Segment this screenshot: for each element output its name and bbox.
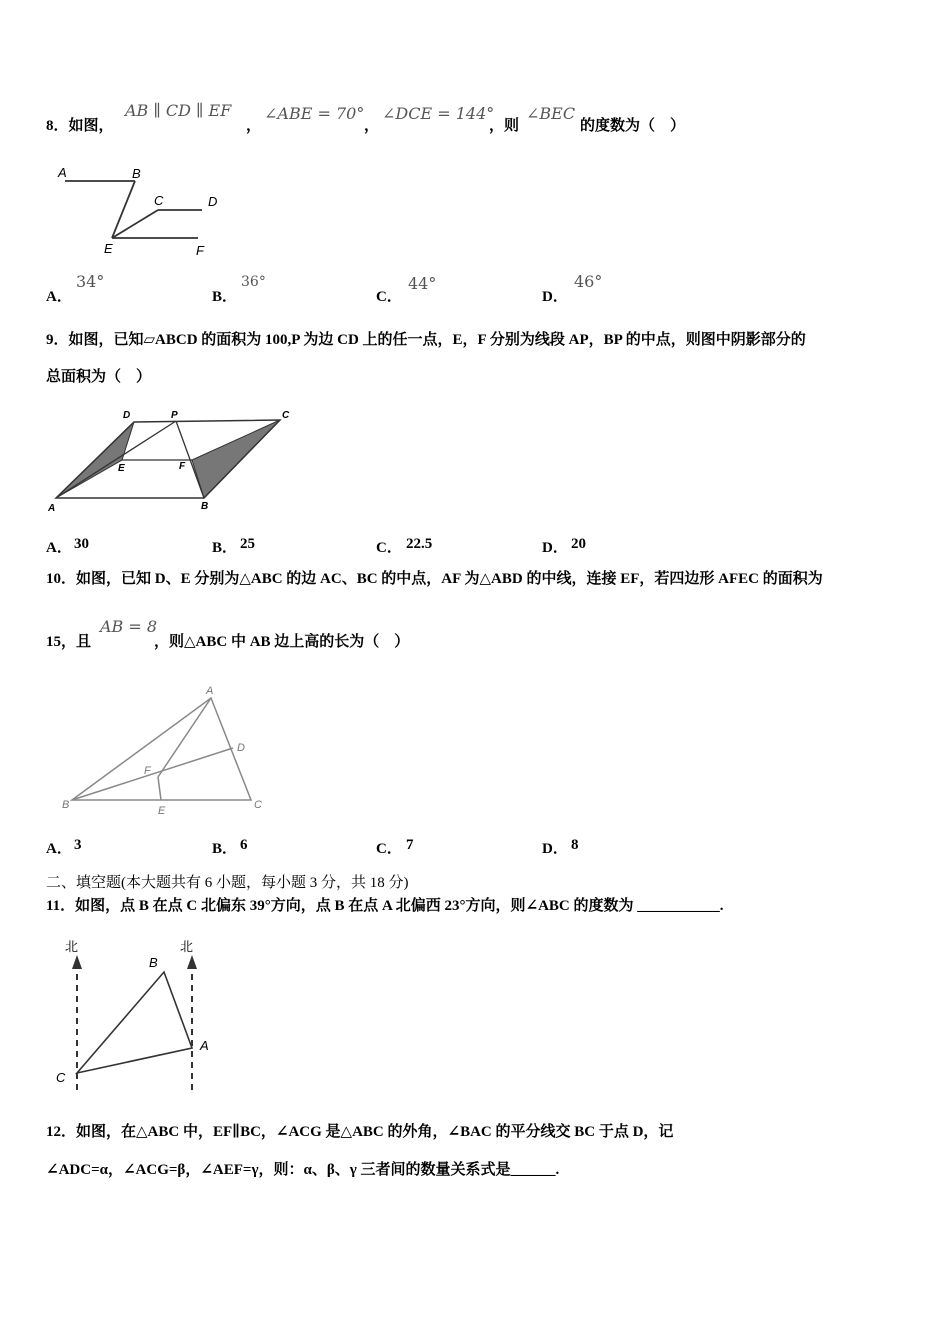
q10-triangle-abc — [72, 698, 251, 800]
q11-north-arrow-a — [187, 955, 197, 969]
q10-option-c-label: C． — [376, 841, 402, 857]
q10-stem-line1: 10．如图，已知 D、E 分别为△ABC 的边 AC、BC 的中点，AF 为△ABD 的中线，连接 EF，若四边形 AFEC 的面积为 — [46, 571, 823, 587]
q9-label-c: C — [282, 410, 290, 421]
q9-label-f: F — [179, 461, 186, 472]
q10-figure — [56, 680, 276, 820]
q8-label-c: C — [154, 193, 164, 208]
q8-option-d-value: 46° — [574, 272, 603, 291]
q10-line-bd — [72, 748, 233, 800]
q8-mid: ，则 — [489, 118, 520, 134]
q10-label-d: D — [237, 742, 245, 754]
q9-option-a-value: 30 — [74, 536, 89, 552]
q9-shaded-right — [192, 420, 280, 498]
q9-option-b-value: 25 — [240, 536, 255, 552]
q8-figure — [50, 158, 240, 268]
q9-option-a-label: A． — [46, 540, 72, 556]
q10-label-b: B — [62, 799, 70, 811]
q8-label-d: D — [208, 194, 218, 209]
q8-label-e: E — [104, 241, 113, 256]
q8-line-be — [112, 181, 135, 238]
q10-option-d-label: D． — [542, 841, 568, 857]
q10-option-a-label: A． — [46, 841, 72, 857]
q10-option-b-label: B． — [212, 841, 238, 857]
q10-label-c: C — [254, 799, 262, 811]
q10-prefix: 15，且 — [46, 634, 92, 650]
q10-label-f: F — [144, 765, 151, 777]
q10-label-e: E — [158, 805, 166, 817]
q10-option-b-value: 6 — [240, 837, 248, 853]
q8-prefix: 8．如图， — [46, 118, 114, 134]
q9-label-b: B — [201, 501, 209, 512]
q8-parallel-expr: AB ∥ CD ∥ EF — [125, 101, 232, 120]
q10-line-fe — [158, 777, 161, 800]
q11-stem: 11．如图，点 B 在点 C 北偏东 39°方向，点 B 在点 A 北偏西 23°方向，则∠ABC 的度数为 ___________. — [46, 898, 724, 914]
q10-line-af — [158, 698, 211, 777]
q10-option-d-value: 8 — [571, 837, 579, 853]
q9-parallelogram — [56, 420, 280, 498]
q8-line-ec — [112, 210, 158, 238]
q8-option-c-label: C． — [376, 289, 402, 305]
q10-option-a-value: 3 — [74, 837, 82, 853]
q9-stem-line2: 总面积为（ ） — [46, 369, 152, 385]
q9-label-d: D — [123, 410, 131, 421]
q11-north-arrow-c — [72, 955, 82, 969]
q8-option-d-label: D． — [542, 289, 568, 305]
q9-option-c-value: 22.5 — [406, 536, 433, 552]
q8-sep2: ， — [364, 118, 380, 134]
q8-option-c-value: 44° — [408, 274, 437, 293]
q8-label-f: F — [196, 243, 204, 258]
q8-angle-abe: ∠ABE = 70° — [264, 104, 365, 123]
q8-sep1: ， — [246, 118, 262, 134]
q8-label-b: B — [132, 166, 141, 181]
q10-ab-expr: AB = 8 — [100, 617, 158, 636]
q9-figure — [44, 403, 300, 518]
q12-stem-line1: 12．如图，在△ABC 中，EF∥BC，∠ACG 是△ABC 的外角，∠BAC 的平分线交 BC 于点 D，记 — [46, 1124, 674, 1140]
q8-angle-bec: ∠BEC — [526, 104, 576, 123]
q11-figure — [50, 935, 220, 1095]
q10-option-c-value: 7 — [406, 837, 414, 853]
q11-label-c: C — [56, 1070, 66, 1085]
section2-title: 二、填空题(本大题共有 6 小题，每小题 3 分，共 18 分) — [46, 875, 409, 891]
q9-label-a: A — [48, 503, 56, 514]
q11-label-b: B — [149, 955, 158, 970]
q9-label-e: E — [118, 463, 125, 474]
q8-option-b-value: 36° — [241, 274, 266, 290]
q11-triangle-abc — [77, 972, 192, 1073]
q8-suffix: 的度数为（ ） — [580, 118, 686, 134]
q10-label-a: A — [206, 685, 214, 697]
q12-stem-line2: ∠ADC=α，∠ACG=β，∠AEF=γ，则：α、β、γ 三者间的数量关系式是______. — [46, 1162, 560, 1178]
q11-label-a: A — [200, 1038, 209, 1053]
q8-option-a-value: 34° — [76, 272, 105, 291]
q9-label-p: P — [171, 410, 178, 421]
q10-suffix: ，则△ABC 中 AB 边上高的长为（ ） — [154, 634, 410, 650]
q9-option-d-label: D． — [542, 540, 568, 556]
q8-angle-dce: ∠DCE = 144° — [382, 104, 495, 123]
q11-label-north-a: 北 — [180, 939, 194, 954]
q8-option-b-label: B． — [212, 289, 238, 305]
q9-option-d-value: 20 — [571, 536, 586, 552]
q9-option-b-label: B． — [212, 540, 238, 556]
q8-option-a-label: A． — [46, 289, 72, 305]
q9-option-c-label: C． — [376, 540, 402, 556]
q9-stem-line1: 9．如图，已知▱ABCD 的面积为 100,P 为边 CD 上的任一点，E，F 分别为线段 AP，BP 的中点，则图中阴影部分的 — [46, 332, 806, 348]
q11-label-north-c: 北 — [65, 939, 79, 954]
q8-label-a: A — [58, 165, 67, 180]
